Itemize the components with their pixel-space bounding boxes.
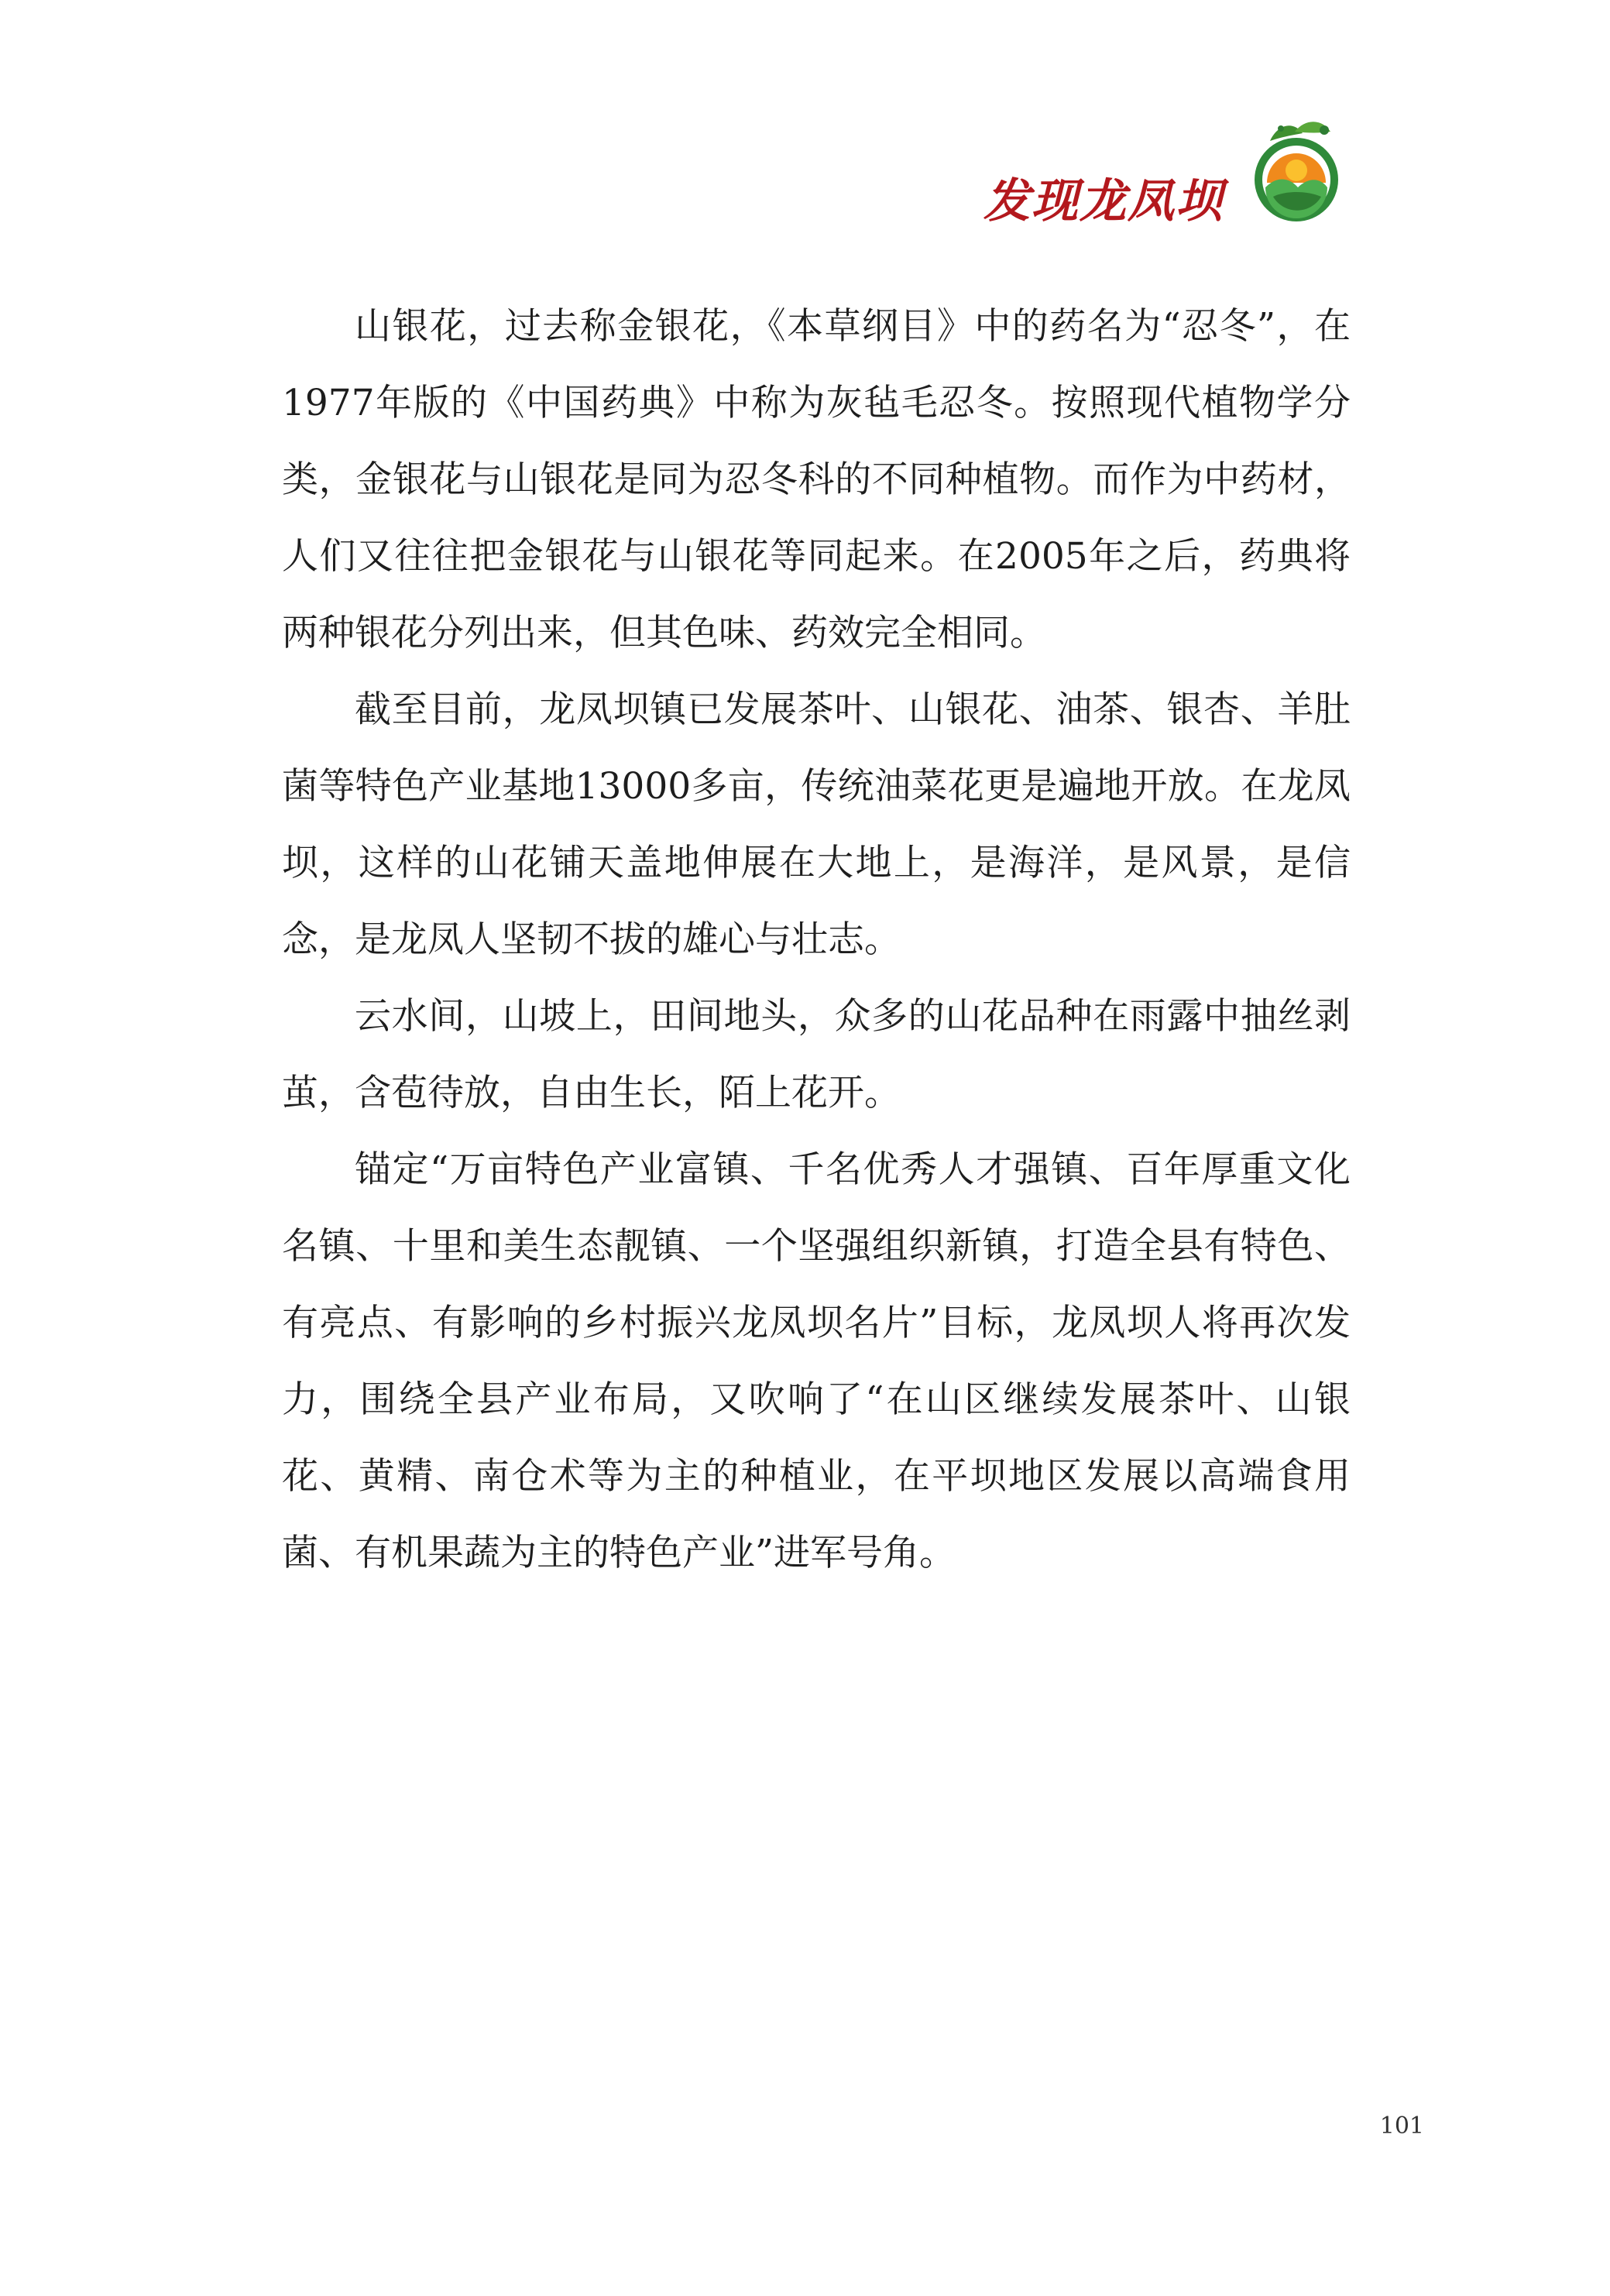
round-green-orange-emblem-icon: [1247, 116, 1346, 225]
paragraph: 山银花，过去称金银花，《本草纲目》中的药名为“忍冬”，在1977年版的《中国药典》中称为灰毡毛忍冬。按照现代植物学分类，金银花与山银花是同为忍冬科的不同种植物。而作为中药材，人们又往往把金银花与山银花等同起来。在2005年之后，药典将两种银花分列出来，但其色味、药效完全相同。: [282, 305, 1351, 654]
page-number: 101: [1379, 2112, 1424, 2140]
paragraph: 截至目前，龙凤坝镇已发展茶叶、山银花、油茶、银杏、羊肚菌等特色产业基地13000多亩，传统油菜花更是遍地开放。在龙凤坝，这样的山花铺天盖地伸展在大地上，是海洋，是风景，是信念，是龙凤人坚韧不拔的雄心与壮志。: [282, 688, 1351, 961]
running-header: [984, 116, 1355, 240]
article-body: [282, 288, 1351, 1591]
header-title: 发现龙凤坝: [984, 174, 1224, 228]
paragraph: 云水间，山坡上，田间地头，众多的山花品种在雨露中抽丝剥茧，含苞待放，自由生长，陌上花开。: [282, 995, 1351, 1114]
paragraph: 锚定“万亩特色产业富镇、千名优秀人才强镇、百年厚重文化名镇、十里和美生态靓镇、一个坚强组织新镇，打造全县有特色、有亮点、有影响的乡村振兴龙凤坝名片”目标，龙凤坝人将再次发力，围绕全县产业布局，又吹响了“在山区继续发展茶叶、山银花、黄精、南仓术等为主的种植业，在平坝地区发展以高端食用菌、有机果蔬为主的特色产业”进军号角。: [282, 1148, 1351, 1574]
